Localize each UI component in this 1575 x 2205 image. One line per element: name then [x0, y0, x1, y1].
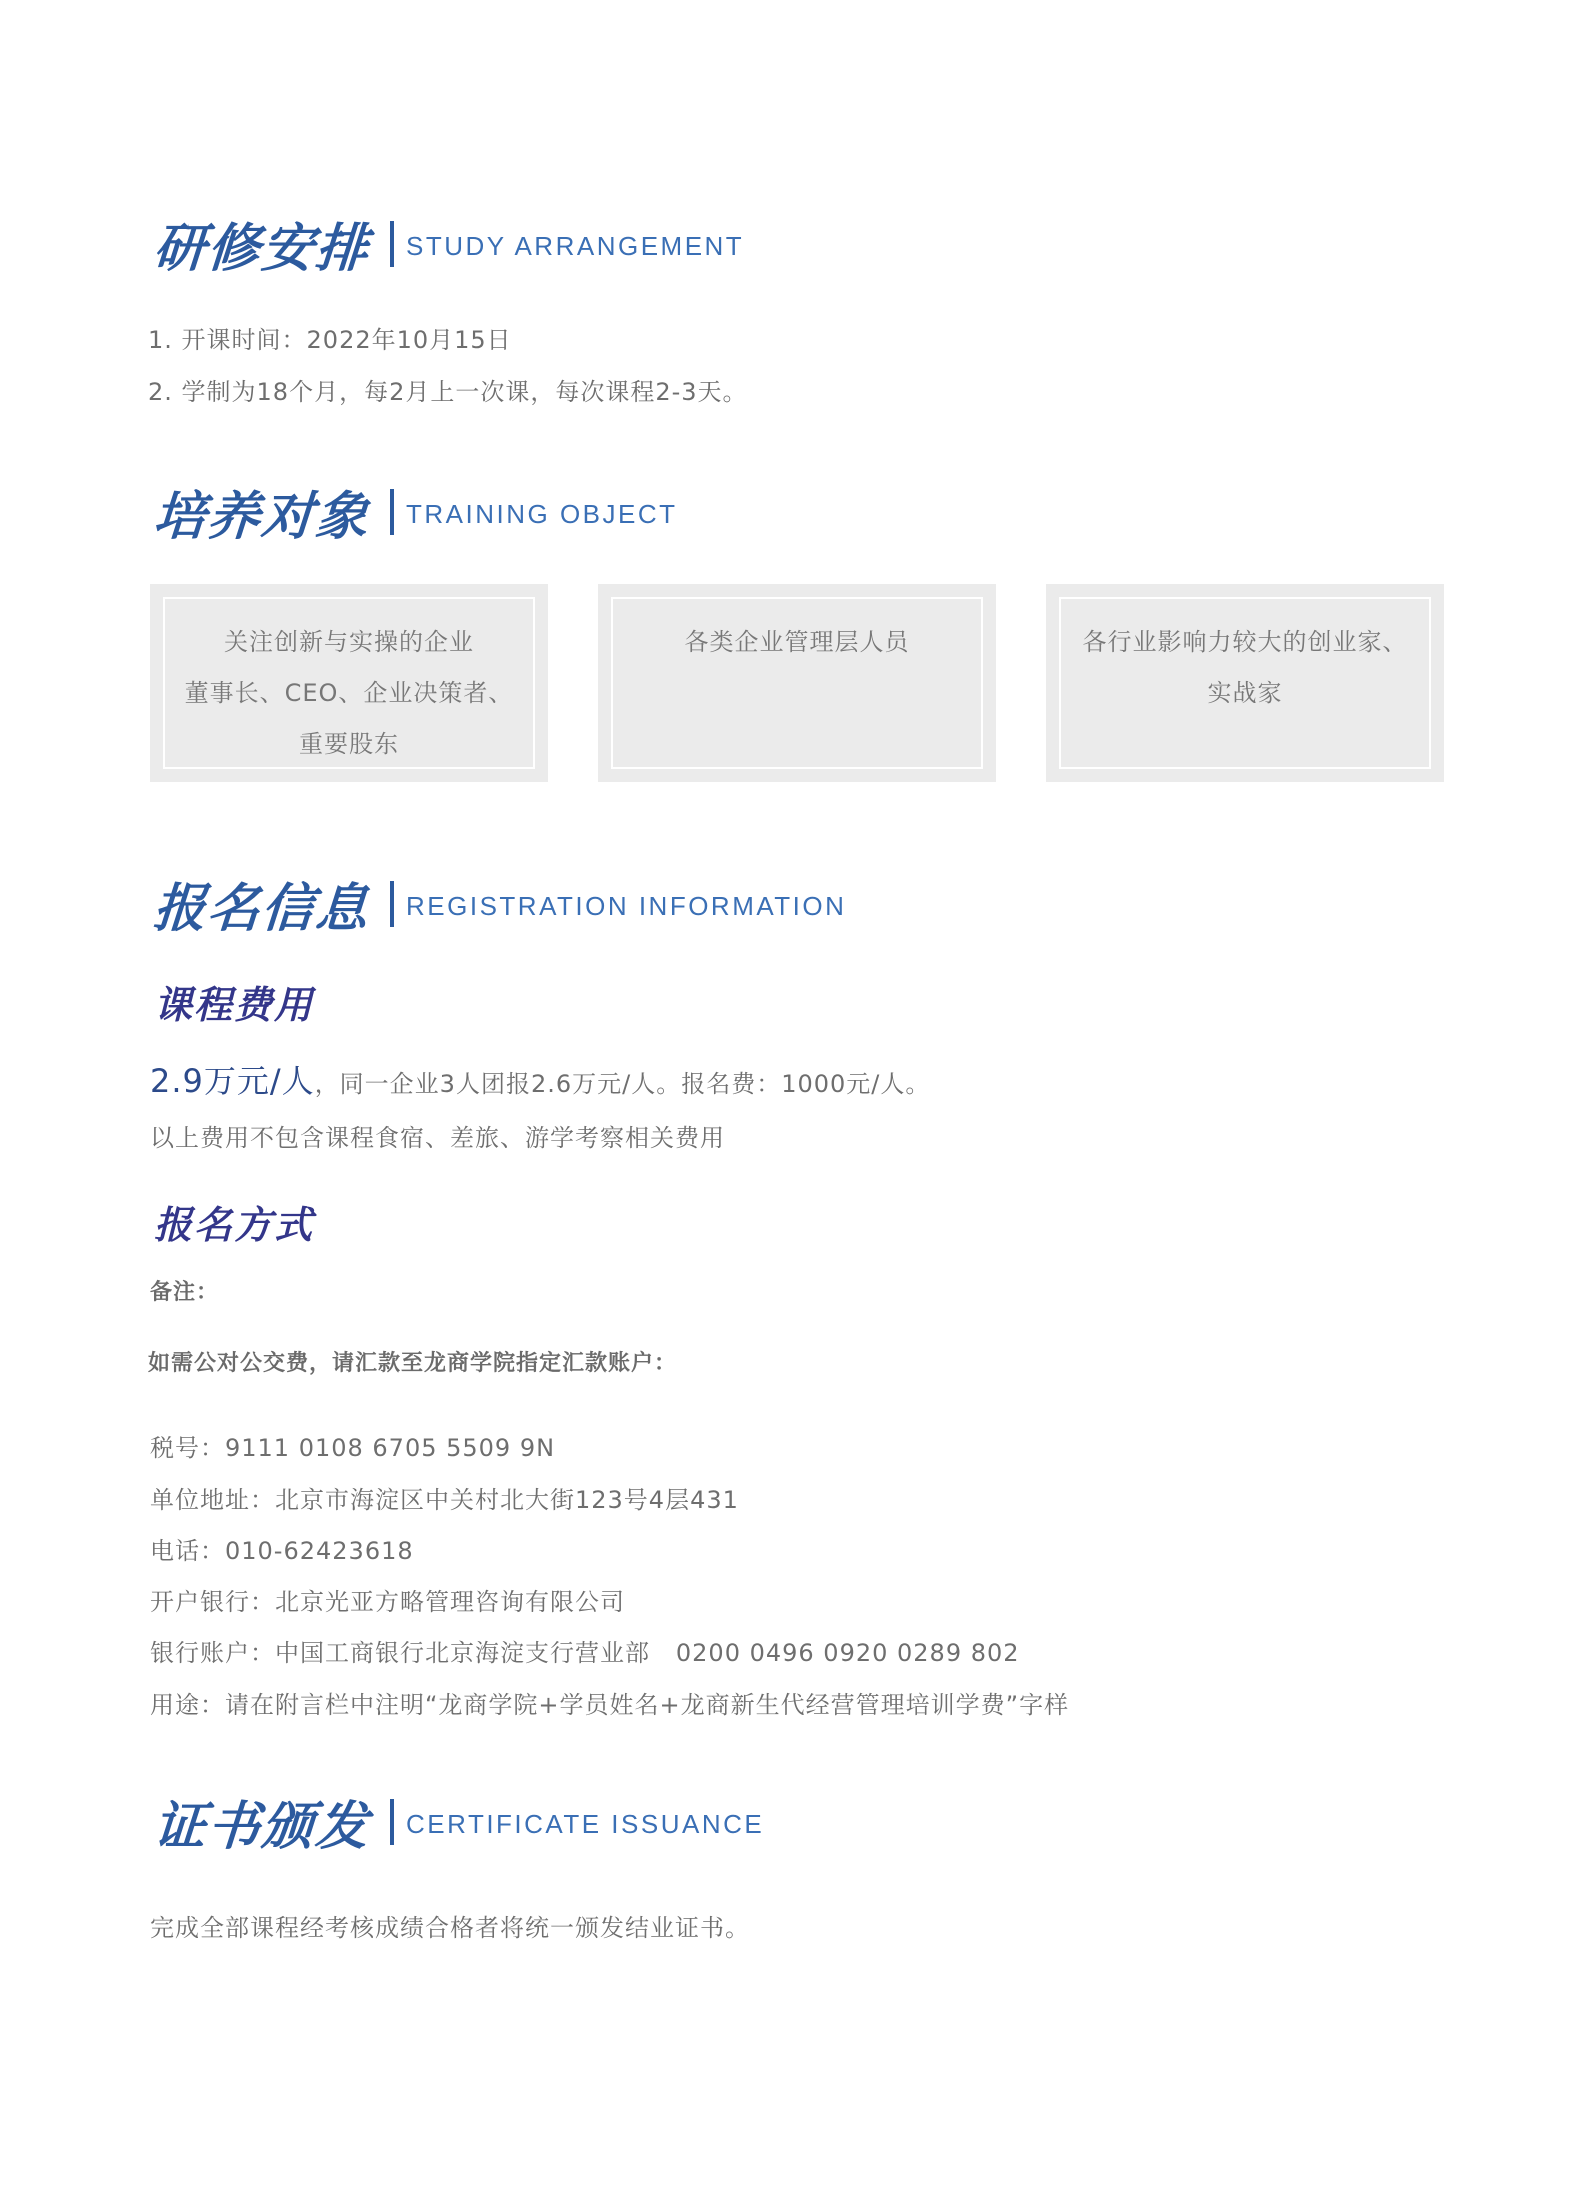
account-detail: 用途：请在附言栏中注明“龙商学院+学员姓名+龙商新生代经营管理培训学费”字样 — [150, 1691, 1070, 1719]
section-divider — [390, 489, 394, 535]
section-title-en: CERTIFICATE ISSUANCE — [406, 1809, 765, 1839]
account-detail: 单位地址：北京市海淀区中关村北大街123号4层431 — [150, 1486, 739, 1514]
section-divider — [390, 1799, 394, 1845]
fee-note: 以上费用不包含课程食宿、差旅、游学考察相关费用 — [150, 1124, 725, 1152]
target-box — [1046, 584, 1444, 782]
section-heading-target — [151, 474, 678, 549]
transfer-note: 如需公对公交费，请汇款至龙商学院指定汇款账户： — [148, 1351, 678, 1376]
section-heading-registration — [151, 866, 847, 941]
account-detail: 电话：010-62423618 — [150, 1537, 414, 1565]
target-box-line: 重要股东 — [299, 730, 399, 758]
fee-price: 2.9万元/人 — [150, 1062, 315, 1100]
section-divider — [390, 221, 394, 267]
section-heading-certificate — [151, 1784, 765, 1859]
fee-line — [150, 1056, 930, 1102]
account-detail: 税号：9111 0108 6705 5509 9N — [150, 1434, 556, 1462]
account-detail: 开户银行：北京光亚方略管理咨询有限公司 — [150, 1588, 625, 1616]
target-box-content — [1059, 597, 1431, 769]
section-title-en: STUDY ARRANGEMENT — [406, 231, 745, 261]
remark-label: 备注： — [150, 1280, 220, 1305]
target-box-content — [163, 597, 535, 769]
arrangement-item: 2. 学制为18个月，每2月上一次课，每次课程2-3天。 — [148, 378, 748, 406]
section-title-zh: 研修安排 — [151, 219, 372, 279]
target-box-line: 董事长、CEO、企业决策者、 — [184, 679, 514, 707]
section-heading-arrangement — [151, 206, 745, 281]
section-title-zh: 证书颁发 — [151, 1797, 372, 1857]
method-heading: 报名方式 — [154, 1203, 315, 1247]
target-box-content — [611, 597, 983, 769]
target-box — [150, 584, 548, 782]
target-boxes — [150, 584, 1444, 782]
certificate-text: 完成全部课程经考核成绩合格者将统一颁发结业证书。 — [150, 1914, 750, 1942]
fee-heading: 课程费用 — [154, 983, 315, 1027]
section-title-zh: 报名信息 — [151, 879, 372, 939]
account-detail: 银行账户：中国工商银行北京海淀支行营业部 0200 0496 0920 0289 802 — [150, 1639, 1020, 1667]
section-title-zh: 培养对象 — [151, 487, 372, 547]
target-box-line: 各行业影响力较大的创业家、 — [1082, 628, 1408, 656]
fee-detail: ，同一企业3人团报2.6万元/人。报名费：1000元/人。 — [314, 1070, 931, 1098]
target-box-line: 实战家 — [1207, 679, 1283, 707]
target-box-line: 各类企业管理层人员 — [684, 628, 910, 656]
target-box — [598, 584, 996, 782]
section-title-en: TRAINING OBJECT — [406, 499, 678, 529]
section-divider — [390, 881, 394, 927]
section-title-en: REGISTRATION INFORMATION — [406, 891, 847, 921]
arrangement-item: 1. 开课时间：2022年10月15日 — [148, 326, 512, 354]
target-box-line: 关注创新与实操的企业 — [224, 628, 474, 656]
